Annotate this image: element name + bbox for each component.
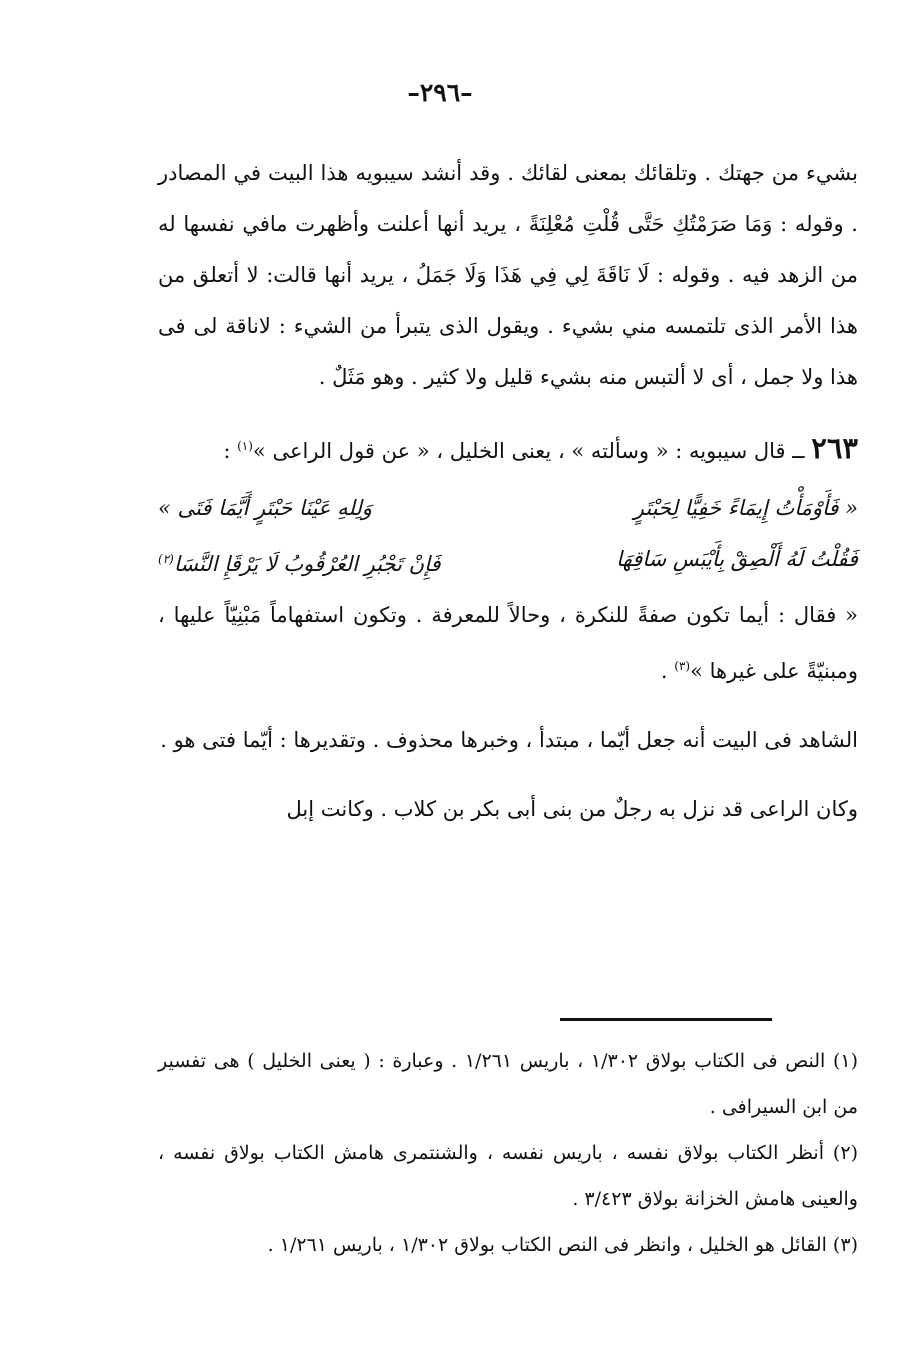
verse-2-second-half-text: فَإِنْ تَجْبُرِ العُرْقُوبُ لَا يَرْقَإِ النَّسَا (173, 552, 441, 576)
footnote-ref-1: (١) (237, 439, 253, 453)
verse-2-first-half: فَقُلْتُ لَهُ أَلْصِقْ بِأَيْبَسِ سَاقِهَا (616, 547, 858, 571)
footnote-1: (١) النص فى الكتاب بولاق ١/٣٠٢ ، باريس ١/٢٦١ . وعبارة : ( يعنى الخليل ) هى تفسير من ابن السيرافى . (158, 1050, 859, 1118)
footnotes (158, 1038, 858, 1268)
page-number: –٢٩٦– (407, 78, 473, 107)
entry-number: ٢٦٣ (811, 431, 858, 465)
verse-line-2 (158, 534, 858, 590)
quote-text-end: . (660, 659, 675, 683)
paragraph-witness: الشاهد فى البيت أنه جعل أيّما ، مبتدأ ، وخبرها محذوف . وتقديرها : أيّما فتى هو . (160, 728, 858, 752)
verse-1-first-half: « فَأَوْمَأْتُ إِيمَاءً خَفِيًّا لِحَبْتَرٍ (633, 496, 858, 520)
quote-text: « فقال : أيما تكون صفةً للنكرة ، وحالاً للمعرفة . وتكون استفهاماً مَبْنِيّاً عليها ، ومبنيّةً على غيرها » (158, 603, 858, 683)
verse-2-second-half (158, 534, 441, 590)
paragraph-1: بشيء من جهتك . وتلقائك بمعنى لقائك . وقد أنشد سيبويه هذا البيت في المصادر . وقوله : وَمَا صَرَمْتُكِ حَتَّى قُلْتِ مُعْلِنَةً ، يريد أنها أعلنت وأظهرت مافي نفسها له من الزهد فيه . وقوله : لَا نَاقَةَ لِي فِي هَذَا وَلَا جَمَلُ ، يريد أنها قالت: لا أتعلق من هذا الأمر الذى تلتمسه مني بشيء . ويقول الذى يتبرأ من الشيء : لاناقة لى فى هذا ولا جمل ، أى لا ألتبس منه بشيء قليل ولا كثير . وهو مَثَلٌ . (158, 161, 858, 389)
footnote-3: (٣) القائل هو الخليل ، وانظر فى النص الكتاب بولاق ١/٣٠٢ ، باريس ١/٢٦١ . (267, 1234, 858, 1256)
entry-text: ــ قال سيبويه : « وسألته » ، يعنى الخليل ، « عن قول الراعى » (252, 439, 805, 463)
footnote-separator (560, 1018, 772, 1021)
paragraph-263 (158, 421, 858, 477)
paragraph-last: وكان الراعى قد نزل به رجلٌ من بنى أبى بكر بن كلاب . وكانت إبل (286, 797, 858, 821)
paragraph-quote (158, 590, 858, 697)
footnote-ref-3: (٣) (674, 659, 691, 673)
footnote-ref-2: (٢) (158, 552, 174, 566)
footnote-2: (٢) أنظر الكتاب بولاق نفسه ، باريس نفسه ، والشنتمرى هامش الكتاب بولاق نفسه ، والعينى هامش الخزانة بولاق ٣/٤٢٣ . (158, 1142, 858, 1210)
verse-line-1 (158, 483, 858, 534)
entry-text-end: : (223, 439, 238, 463)
main-text (158, 148, 858, 835)
poem-verses (158, 483, 858, 590)
verse-1-second-half: وَلِلهِ عَيْنَا حَبْتَرٍ أَيَّمَا فَتَى » (158, 496, 372, 520)
